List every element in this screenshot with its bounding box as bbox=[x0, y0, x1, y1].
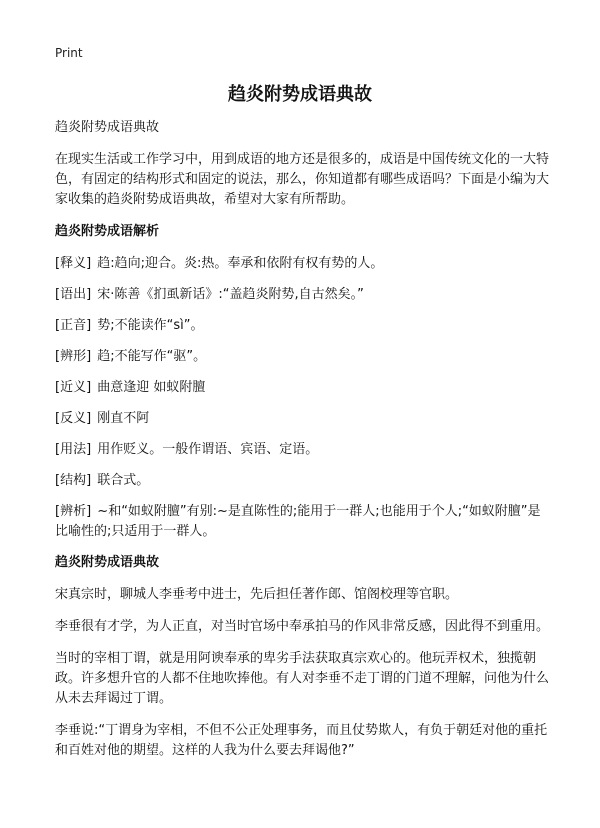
story-paragraph: 李垂说:“丁谓身为宰相，不但不公正处理事务，而且仗势欺人，有负于朝廷对他的重托和百姓对他的期望。这样的人我为什么要去拜谒他?” bbox=[55, 723, 548, 758]
definition-pronunciation bbox=[55, 316, 550, 336]
section-heading-analysis: 趋炎附势成语解析 bbox=[55, 224, 160, 239]
intro-paragraph: 在现实生活或工作学习中，用到成语的地方还是很多的，成语是中国传统文化的一大特色，有固定的结构形式和固定的说法，那么，你知道都有哪些成语吗？下面是小编为大家收集的趋炎附势成语典故，希望对大家有所帮助。 bbox=[55, 152, 550, 207]
article-subtitle: 趋炎附势成语典故 bbox=[55, 120, 160, 135]
definition-usage bbox=[55, 440, 550, 460]
story-paragraph: 当时的宰相丁谓，就是用阿谀奉承的卑劣手法获取真宗欢心的。他玩弄权术，独揽朝政。许多想升官的人都不住地吹捧他。有人对李垂不走丁谓的门道不理解，问他为什么从未去拜谒过丁谓。 bbox=[55, 651, 550, 706]
definition-text: 势;不能读作“sì”。 bbox=[97, 318, 204, 333]
definition-structure bbox=[55, 471, 550, 491]
definition-synonym bbox=[55, 378, 550, 398]
definition-text: 宋·陈善《扪虱新话》:“盖趋炎附势,自古然矣。” bbox=[97, 287, 364, 302]
definition-tag: [近义] bbox=[55, 380, 92, 395]
definition-text: 刚直不阿 bbox=[97, 411, 150, 426]
definition-text: 趋;不能写作“驱”。 bbox=[97, 349, 207, 364]
definition-tag: [释义] bbox=[55, 256, 92, 271]
page-title: 趋炎附势成语典故 bbox=[228, 84, 372, 105]
definition-text: 用作贬义。一般作谓语、宾语、定语。 bbox=[97, 442, 319, 457]
definition-text: 曲意逢迎 如蚁附膻 bbox=[97, 380, 206, 395]
definition-distinction bbox=[55, 502, 550, 542]
definition-tag: [语出] bbox=[55, 287, 92, 302]
definition-tag: [用法] bbox=[55, 442, 92, 457]
definition-text: 趋:趋向;迎合。炎:热。奉承和依附有权有势的人。 bbox=[97, 256, 384, 271]
definition-list bbox=[55, 254, 550, 542]
section-heading-story: 趋炎附势成语典故 bbox=[55, 555, 160, 570]
definition-tag: [结构] bbox=[55, 473, 92, 488]
print-link[interactable]: Print bbox=[55, 46, 83, 60]
definition-form bbox=[55, 347, 550, 367]
definition-meaning bbox=[55, 254, 550, 274]
definition-tag: [辨析] bbox=[55, 504, 92, 519]
story-paragraph: 宋真宗时，聊城人李垂考中进士，先后担任著作郎、馆阁校理等官职。 bbox=[55, 587, 459, 602]
definition-tag: [辨形] bbox=[55, 349, 92, 364]
definition-antonym bbox=[55, 409, 550, 429]
definition-source bbox=[55, 285, 550, 305]
story-paragraph: 李垂很有才学，为人正直，对当时官场中奉承拍马的作风非常反感，因此得不到重用。 bbox=[55, 619, 550, 634]
article-body bbox=[55, 118, 550, 773]
definition-text: ~和“如蚁附膻”有别:~是直陈性的;能用于一群人;也能用于个人;“如蚁附膻”是比喻性的;只适用于一群人。 bbox=[55, 504, 541, 539]
definition-text: 联合式。 bbox=[97, 473, 150, 488]
definition-tag: [正音] bbox=[55, 318, 92, 333]
definition-tag: [反义] bbox=[55, 411, 92, 426]
